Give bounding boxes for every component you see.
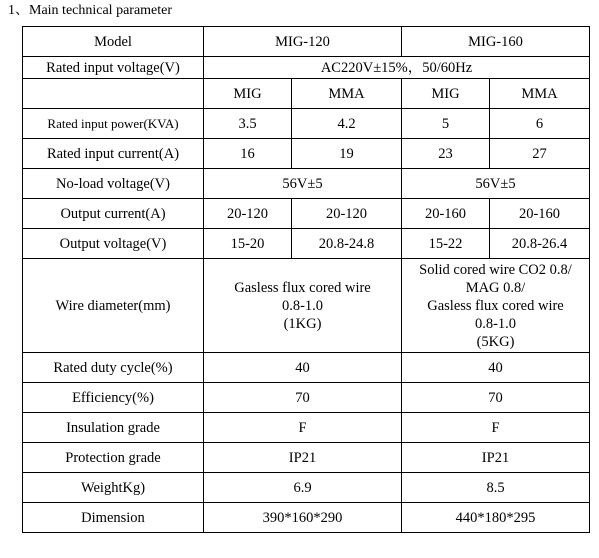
efficiency-value: 70: [402, 383, 590, 413]
mode-mig-120-mma: MMA: [292, 79, 402, 109]
table-row-dimension: [23, 503, 590, 533]
input-current-value: 23: [402, 139, 490, 169]
table-row-input-current: [23, 139, 590, 169]
output-current-value: 20-160: [402, 199, 490, 229]
input-voltage-value: AC220V±15%，50/60Hz: [204, 57, 590, 79]
wire-diameter-line: MAG 0.8/: [465, 279, 526, 296]
wire-diameter-mig-120: [204, 259, 402, 353]
output-current-value: 20-120: [292, 199, 402, 229]
weight-value: 6.9: [204, 473, 402, 503]
table-row-protection: [23, 443, 590, 473]
efficiency-value: 70: [204, 383, 402, 413]
model-mig-120: MIG-120: [204, 27, 402, 57]
wire-diameter-line: 0.8-1.0: [474, 315, 517, 332]
wire-diameter-line: Gasless flux cored wire: [234, 279, 371, 296]
duty-cycle-value: 40: [402, 353, 590, 383]
model-label: Model: [23, 27, 204, 57]
input-current-value: 16: [204, 139, 292, 169]
mode-mig-120-mig: MIG: [204, 79, 292, 109]
input-current-value: 27: [490, 139, 590, 169]
output-voltage-label: Output voltage(V): [23, 229, 204, 259]
wire-diameter-line: 0.8-1.0: [281, 297, 324, 314]
input-current-label: Rated input current(A): [23, 139, 204, 169]
table-row-duty-cycle: [23, 353, 590, 383]
weight-value: 8.5: [402, 473, 590, 503]
dimension-label: Dimension: [23, 503, 204, 533]
input-power-value: 5: [402, 109, 490, 139]
table-row-output-current: [23, 199, 590, 229]
wire-diameter-line: Gasless flux cored wire: [427, 297, 564, 314]
insulation-value: F: [402, 413, 590, 443]
weight-label: WeightKg): [23, 473, 204, 503]
output-voltage-value: 20.8-26.4: [490, 229, 590, 259]
no-load-voltage-value: 56V±5: [204, 169, 402, 199]
wire-diameter-label: Wire diameter(mm): [23, 259, 204, 353]
input-power-value: 3.5: [204, 109, 292, 139]
protection-value: IP21: [204, 443, 402, 473]
no-load-voltage-label: No-load voltage(V): [23, 169, 204, 199]
input-voltage-label: Rated input voltage(V): [23, 57, 204, 79]
no-load-voltage-value: 56V±5: [402, 169, 590, 199]
mode-mig-160-mma: MMA: [490, 79, 590, 109]
table-row-insulation: [23, 413, 590, 443]
input-power-value: 6: [490, 109, 590, 139]
duty-cycle-label: Rated duty cycle(%): [23, 353, 204, 383]
output-voltage-value: 15-22: [402, 229, 490, 259]
table-row-modes: [23, 79, 590, 109]
table-row-output-voltage: [23, 229, 590, 259]
protection-value: IP21: [402, 443, 590, 473]
mode-mig-160-mig: MIG: [402, 79, 490, 109]
modes-empty-cell: [23, 79, 204, 109]
table-row-no-load-voltage: [23, 169, 590, 199]
wire-diameter-line: Solid cored wire CO2 0.8/: [419, 261, 572, 278]
input-power-value: 4.2: [292, 109, 402, 139]
table-row-input-voltage: [23, 57, 590, 79]
output-current-value: 20-120: [204, 199, 292, 229]
section-heading: 1、Main technical parameter: [8, 3, 173, 18]
output-current-label: Output current(A): [23, 199, 204, 229]
dimension-value: 440*180*295: [402, 503, 590, 533]
model-mig-160: MIG-160: [402, 27, 590, 57]
dimension-value: 390*160*290: [204, 503, 402, 533]
wire-diameter-line: (5KG): [476, 333, 515, 350]
technical-parameter-table: [22, 26, 590, 533]
duty-cycle-value: 40: [204, 353, 402, 383]
input-power-label: Rated input power(KVA): [23, 109, 204, 139]
table-row-model: [23, 27, 590, 57]
wire-diameter-line: (1KG): [283, 315, 322, 332]
output-voltage-value: 15-20: [204, 229, 292, 259]
output-voltage-value: 20.8-24.8: [292, 229, 402, 259]
insulation-label: Insulation grade: [23, 413, 204, 443]
protection-label: Protection grade: [23, 443, 204, 473]
insulation-value: F: [204, 413, 402, 443]
input-current-value: 19: [292, 139, 402, 169]
efficiency-label: Efficiency(%): [23, 383, 204, 413]
wire-diameter-mig-160: [402, 259, 590, 353]
output-current-value: 20-160: [490, 199, 590, 229]
table-row-input-power: [23, 109, 590, 139]
table-row-weight: [23, 473, 590, 503]
table-row-wire-diameter: [23, 259, 590, 353]
table-row-efficiency: [23, 383, 590, 413]
